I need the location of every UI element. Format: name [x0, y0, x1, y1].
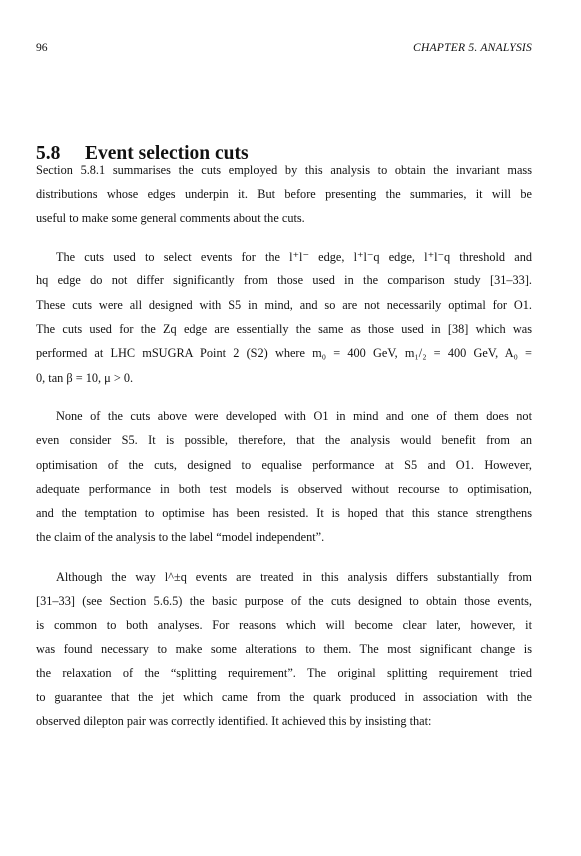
text-line: None of the cuts above were developed with O1 in mind and one of them does not	[56, 409, 532, 423]
text-line: to guarantee that the jet which came from the quark produced in association with the	[36, 690, 532, 704]
text-line: performed at LHC mSUGRA Point 2 (S2) where m₀ = 400 GeV, m₁/₂ = 400 GeV, A₀ =	[36, 346, 532, 360]
text-line: Section 5.8.1 summarises the cuts employed by this analysis to obtain the invariant mass	[36, 163, 532, 177]
chapter-title: CHAPTER 5. ANALYSIS	[413, 41, 532, 54]
text-line: The cuts used to select events for the l⁺l⁻ edge, l⁺l⁻q edge, l⁺l⁻q threshold and	[56, 250, 532, 264]
text-line: was found necessary to make some alterations to them. The most significant change is	[36, 642, 532, 656]
text-line: 0, tan β = 10, μ > 0.	[36, 371, 134, 385]
text-line: even consider S5. It is possible, therefore, that the analysis would benefit from an	[36, 433, 532, 447]
text-line: [31–33] (see Section 5.6.5) the basic purpose of the cuts designed to obtain those events,	[36, 594, 532, 608]
section-title: Event selection cuts	[85, 143, 249, 164]
text-line: optimisation of the cuts, designed to equalise performance at S5 and O1. However,	[36, 458, 532, 472]
text-line: and the temptation to optimise has been resisted. It is hoped that this stance strengthens	[36, 506, 532, 520]
text-line: The cuts used for the Zq edge are essentially the same as those used in [38] which was	[36, 322, 532, 336]
text-line: These cuts were all designed with S5 in mind, and so are not necessarily optimal for O1.	[36, 298, 532, 312]
text-line: adequate performance in both test models is observed without recourse to optimisation,	[36, 482, 532, 496]
text-line: the relaxation of the “splitting requirement”. The original splitting requirement tried	[36, 666, 532, 680]
page-number: 96	[36, 41, 48, 54]
text-line: hq edge do not differ significantly from those used in the comparison study [31–33].	[36, 273, 532, 287]
section-number: 5.8	[36, 143, 61, 164]
text-line: distributions whose edges underpin it. But before presenting the summaries, it will be	[36, 187, 532, 201]
text-line: the claim of the analysis to the label “model independent”.	[36, 530, 325, 544]
text-line: observed dilepton pair was correctly identified. It achieved this by insisting that:	[36, 714, 432, 728]
text-line: Although the way l^±q events are treated in this analysis differs substantially from	[56, 570, 532, 584]
text-line: is common to both analyses. For reasons which will become clear later, however, it	[36, 618, 532, 632]
text-line: useful to make some general comments about the cuts.	[36, 211, 305, 225]
